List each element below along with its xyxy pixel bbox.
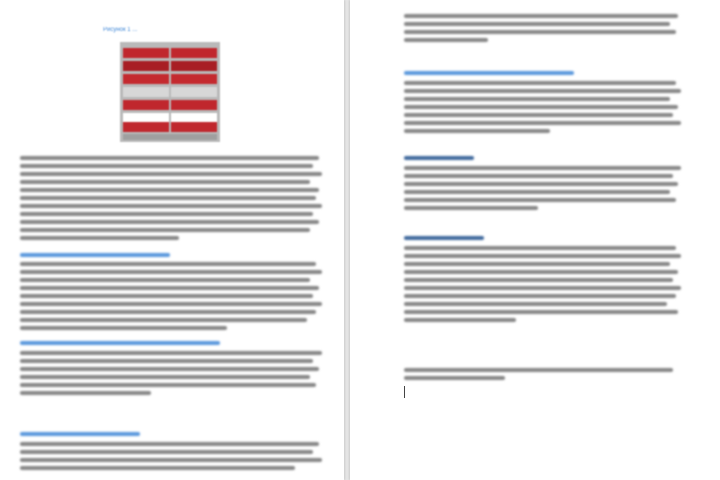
paragraph xyxy=(404,166,684,214)
paragraph xyxy=(404,368,684,384)
paragraph xyxy=(20,156,325,244)
paragraph xyxy=(404,246,684,326)
paragraph xyxy=(404,14,684,46)
section-heading xyxy=(20,341,220,345)
section-heading xyxy=(404,71,574,75)
section-heading xyxy=(404,236,484,240)
section-heading xyxy=(20,432,140,436)
paragraph xyxy=(20,442,325,474)
section-heading xyxy=(20,253,170,257)
paragraph xyxy=(404,81,684,137)
text-cursor[interactable] xyxy=(404,386,405,398)
paragraph xyxy=(20,351,325,399)
section-heading xyxy=(404,156,474,160)
figure-image xyxy=(120,42,220,142)
paragraph xyxy=(20,262,325,334)
page-right xyxy=(350,0,720,480)
figure-caption: Рисунок 1 ... xyxy=(103,27,138,33)
page-left xyxy=(0,0,344,480)
